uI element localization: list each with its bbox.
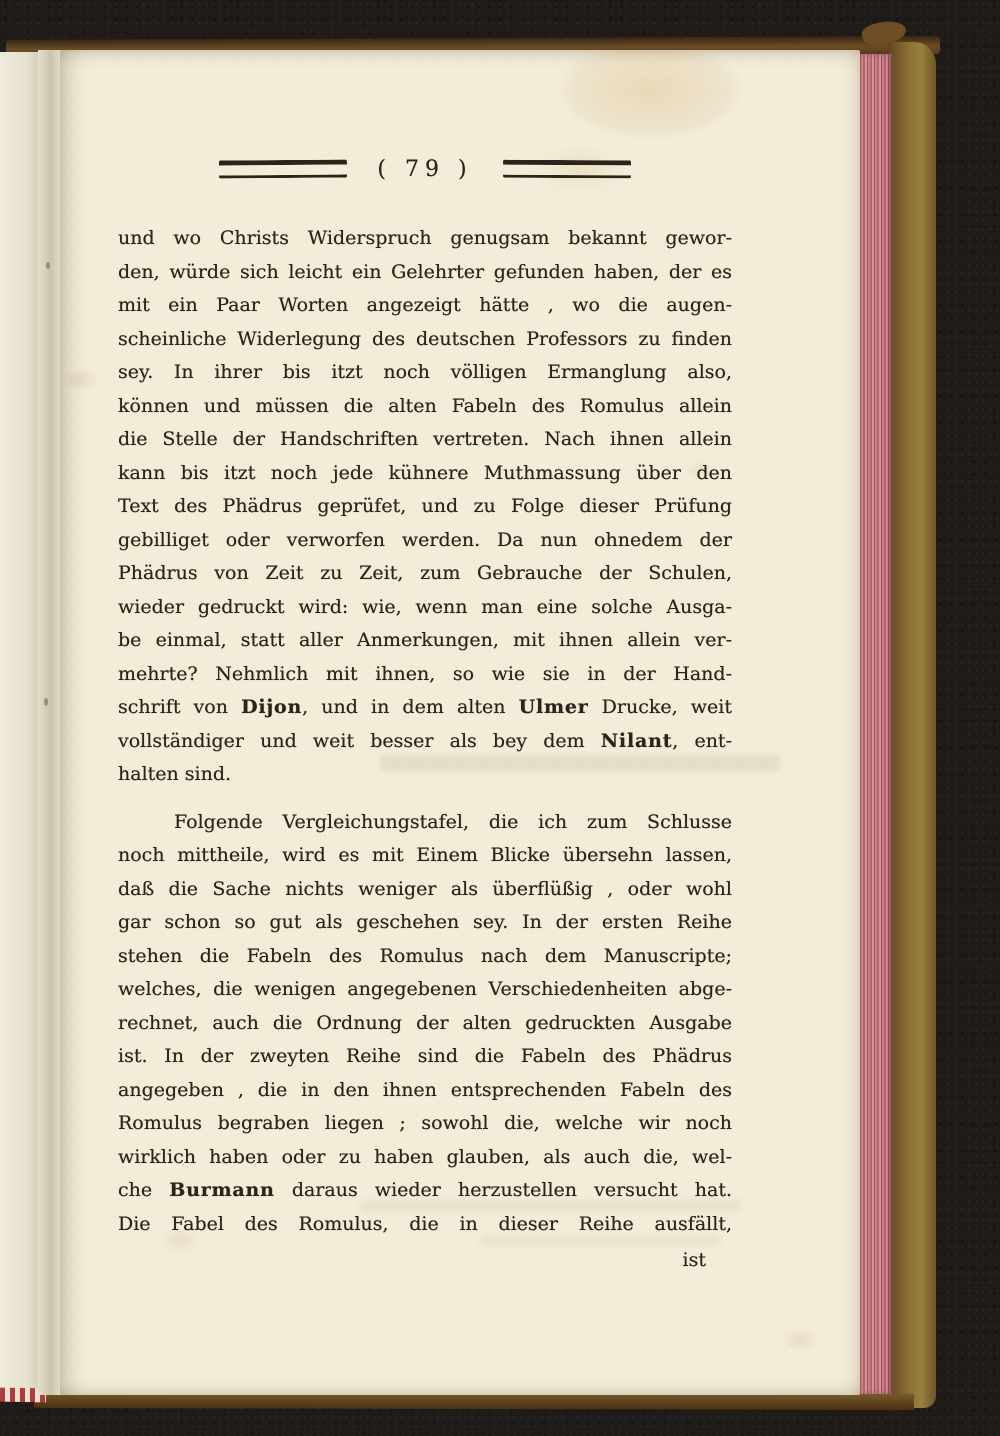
text-segment: halten sind. (118, 763, 232, 785)
text-line (118, 658, 732, 692)
text-segment: Romulus begraben liegen ; sowohl die, welche wir noch (118, 1112, 732, 1134)
text-line (118, 1007, 732, 1041)
paragraph-1 (118, 222, 732, 792)
text-segment: Folgende Vergleichungstafel, die ich zum Schlusse (174, 810, 732, 833)
text-segment: Drucke, weit (588, 696, 732, 718)
book-page (60, 50, 860, 1395)
text-segment: mehrte? Nehmlich mit ihnen, so wie sie in der Hand- (118, 662, 732, 685)
text-segment: gar schon so gut als geschehen sey. In der ersten Reihe (118, 911, 732, 933)
text-line (118, 806, 732, 840)
text-line (118, 323, 732, 357)
text-line (118, 1074, 732, 1108)
text-segment: ist. In der zweyten Reihe sind die Fabeln des Phädrus (118, 1045, 732, 1067)
emphasized-name: Ulmer (518, 696, 589, 718)
text-line (118, 256, 732, 290)
text-segment: noch mittheile, wird es mit Einem Blicke übersehn lassen, (118, 844, 732, 866)
text-segment: wieder gedruckt wird: wie, wenn man eine solche Ausga- (118, 595, 732, 618)
text-line (118, 1107, 732, 1141)
text-line (118, 839, 732, 873)
text-segment: be einmal, statt aller Anmerkungen, mit ihnen allein ver- (118, 629, 732, 651)
text-line (118, 1141, 732, 1175)
text-line (118, 1040, 732, 1074)
text-line (118, 1208, 732, 1242)
text-line (118, 457, 732, 491)
text-line (118, 725, 732, 759)
header-rule-left (219, 160, 347, 179)
text-line (118, 906, 732, 940)
text-segment: können und müssen die alten Fabeln des Romulus allein (118, 394, 732, 417)
text-line (118, 758, 732, 792)
text-line (118, 873, 732, 907)
text-line (118, 390, 732, 424)
text-segment: stehen die Fabeln des Romulus nach dem Manuscripte; (118, 944, 732, 967)
text-segment: , ent- (672, 729, 732, 752)
text-segment: scheinliche Widerlegung des deutschen Professors zu finden (118, 327, 732, 350)
text-segment: Die Fabel des Romulus, die in dieser Reihe ausfällt, (118, 1212, 732, 1235)
text-segment: , und in dem alten (302, 696, 519, 718)
text-segment: daraus wieder herzustellen versucht hat. (274, 1179, 732, 1201)
text-line (118, 591, 732, 625)
text-segment: angegeben , die in den ihnen entsprechenden Fabeln des (118, 1078, 732, 1101)
catchword: ist (682, 1249, 706, 1271)
page-header (118, 154, 732, 184)
book-cover-right-board (888, 42, 936, 1408)
margin-speck (46, 262, 50, 269)
text-segment: und wo Christs Widerspruch genugsam bekannt gewor- (118, 227, 732, 249)
text-segment: schrift von (118, 696, 242, 718)
page-number: ( 79 ) (377, 156, 473, 182)
text-segment: daß die Sache nichts weniger als überflüßig , oder wohl (118, 877, 732, 900)
text-segment: Phädrus von Zeit zu Zeit, zum Gebrauche der Schulen, (118, 562, 732, 584)
text-segment: den, würde sich leicht ein Gelehrter gefunden haben, der es (118, 260, 732, 283)
emphasized-name: Nilant (600, 729, 673, 752)
text-segment: kann bis itzt noch jede kühnere Muthmassung über den (118, 461, 732, 484)
header-rule-right (503, 160, 631, 179)
text-segment: gebilliget oder verworfen werden. Da nun ohnedem der (118, 528, 732, 551)
emphasized-name: Dijon (241, 696, 303, 718)
text-line (118, 624, 732, 658)
text-segment: Text des Phädrus geprüfet, und zu Folge dieser Prüfung (118, 495, 732, 517)
text-segment: sey. In ihrer bis itzt noch völligen Ermanglung also, (118, 361, 732, 383)
text-line (118, 940, 732, 974)
paragraph-2 (118, 806, 732, 1242)
text-line (118, 1174, 732, 1208)
text-segment: wirklich haben oder zu haben glauben, als auch die, wel- (118, 1145, 732, 1168)
page-content (118, 154, 732, 1277)
text-segment: rechnet, auch die Ordnung der alten gedruckten Ausgabe (118, 1011, 732, 1034)
text-segment: mit ein Paar Worten angezeigt hätte , wo die augen- (118, 294, 732, 316)
text-line (118, 289, 732, 323)
text-line (118, 490, 732, 524)
text-line (118, 222, 732, 256)
text-segment: vollständiger und weit besser als bey dem (118, 729, 601, 752)
text-line (118, 557, 732, 591)
text-line (118, 973, 732, 1007)
text-segment: welches, die wenigen angegebenen Verschiedenheiten abge- (118, 978, 732, 1000)
text-line (118, 423, 732, 457)
text-line (118, 691, 732, 725)
emphasized-name: Burmann (169, 1179, 275, 1201)
text-line (118, 524, 732, 558)
page-block-fore-edge (856, 54, 892, 1394)
text-segment: die Stelle der Handschriften vertreten. Nach ihnen allein (118, 428, 732, 450)
facing-page-sliver (0, 52, 38, 1394)
text-line (118, 356, 732, 390)
text-segment: che (118, 1179, 170, 1201)
margin-speck (44, 698, 48, 706)
